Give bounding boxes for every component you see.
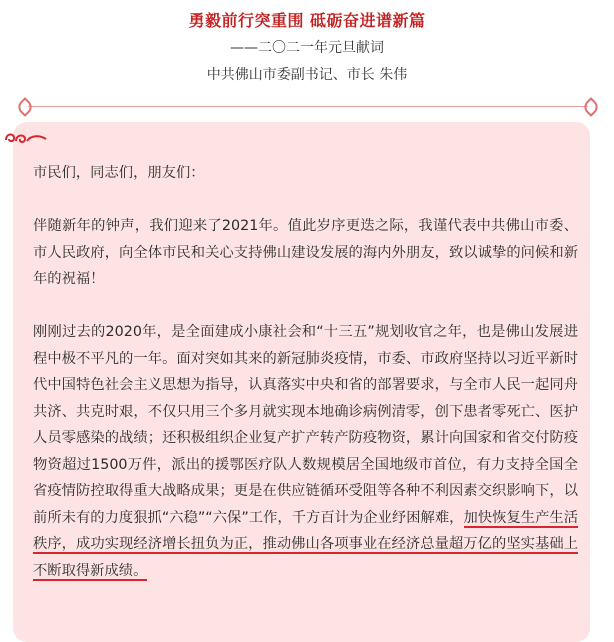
author-line: 中共佛山市委副书记、市长 朱伟: [206, 67, 408, 83]
greeting: 市民们，同志们，朋友们：: [33, 165, 205, 181]
highlighted-text-2: 推动佛山各项事业在经济总量超万亿的坚实基础上不断取得新成绩。: [33, 536, 579, 579]
divider-left-ornament-icon: [15, 97, 35, 117]
letter-body: [33, 160, 578, 611]
page-subtitle: ——二〇二一年元旦献词: [230, 40, 384, 56]
paragraph-2: [33, 319, 578, 584]
header-divider: [18, 100, 598, 114]
paragraph-2-text: 刚刚过去的2020年，是全面建成小康社会和“十三五”规划收官之年，也是佛山发展进程中极不平凡的一年。面对突如其来的新冠肺炎疫情，市委、市政府坚持以习近平新时代中国特色社会主义思想为指导，认真落实中央和省的部署要求，与全市人民一起同舟共济、共克时艰，不仅只用三个多月就实现本地确诊病例清零，创下患者零死亡、医护人员零感染的战绩；还积极组织企业复产扩产转产防疫物资，累计向国家和省交付防疫物资超过1500万件，派出的援鄂医疗队人数规模居全国地级市首位，有力支持全国全省疫情防控取得重大战略成果；更是在供应链循环受阻等各种不利因素交织影响下，以前所未有的力度狠抓“六稳”“六保”工作，千方百计为企业纾困解难，: [33, 324, 578, 526]
paragraph-1: 伴随新年的钟声，我们迎来了2021年。值此岁序更迭之际，我谨代表中共佛山市委、市人民政府，向全体市民和关心支持佛山建设发展的海内外朋友，致以诚挚的问候和新年的祝福！: [33, 218, 578, 287]
swirl-ornament-icon: [4, 130, 48, 146]
page-title: 勇毅前行突重围 砥砺奋进谱新篇: [188, 11, 426, 30]
divider-right-ornament-icon: [581, 97, 601, 117]
highlighted-text-1: 加快恢复生产生活秩序，成功实现经济增长扭负为正，: [33, 509, 579, 552]
